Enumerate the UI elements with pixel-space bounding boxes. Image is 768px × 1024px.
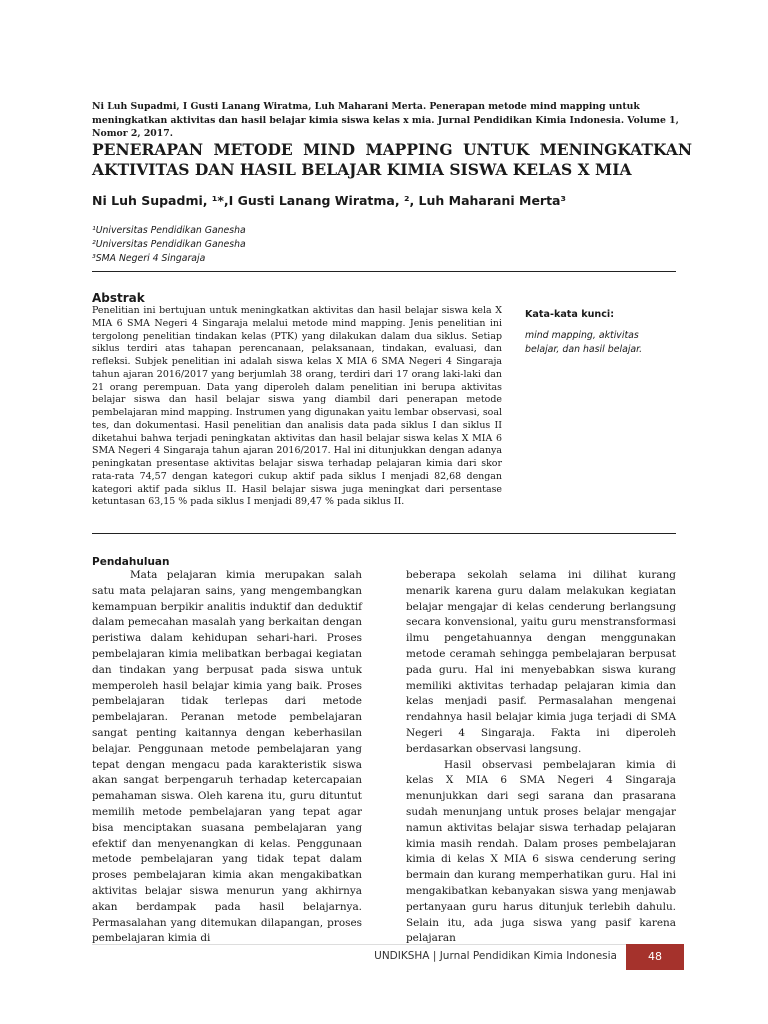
affiliation-1: ¹Universitas Pendidikan Ganesha [92,225,246,236]
citation-header: Ni Luh Supadmi, I Gusti Lanang Wiratma, Luh Maharani Merta. Penerapan metode mind mapping untuk meningkatkan aktivitas dan hasil belajar kimia siswa kelas x mia. Jurnal Pendidikan Kimia Indonesia. Volume 1, Nomor 2, 2017. [92,101,679,139]
paragraph: beberapa sekolah selama ini dilihat kurang menarik karena guru dalam melakukan kegiatan belajar mengajar di kelas cenderung berlangsung secara konvensional, yaitu guru menstransformasi ilmu pengetahuannya dengan menggunakan metode ceramah sehingga pembelajaran berpusat pada guru. Hal ini menyebabkan siswa kurang memiliki aktivitas terhadap pelajaran kimia dan kelas menjadi pasif. Permasalahan mengenai rendahnya hasil belajar kimia juga terjadi di SMA Negeri 4 Singaraja. Fakta ini diperoleh berdasarkan observasi langsung. [406,569,676,755]
article-title: PENERAPAN METODE MIND MAPPING UNTUK MENINGKATKAN AKTIVITAS DAN HASIL BELAJAR KIMIA SISWA KELAS X MIA [92,140,692,179]
keywords-heading: Kata-kata kunci: [525,309,615,320]
keywords-body: mind mapping, aktivitas belajar, dan hasil belajar. [525,330,643,355]
abstract-body: Penelitian ini bertujuan untuk meningkatkan aktivitas dan hasil belajar siswa kela X MIA 6 SMA Negeri 4 Singaraja melalui metode mind mapping. Jenis penelitian ini tergolong penelitian tindakan kelas (PTK) yang dilakukan dalam dua siklus. Setiap siklus terdiri atas tahapan perencanaan, pelaksanaan, tindakan, evaluasi, dan refleksi. Subjek penelitian ini adalah siswa kelas X MIA 6 SMA Negeri 4 Singaraja tahun ajaran 2016/2017 yang berjumlah 38 orang, terdiri dari 17 orang laki-laki dan 21 orang perempuan. Data yang diperoleh dalam penelitian ini berupa aktivitas belajar siswa dan hasil belajar siswa yang diambil dari penerapan metode pembelajaran mind mapping. Instrumen yang digunakan yaitu lembar observasi, soal tes, dan dokumentasi. Hasil penelitian dan analisis data pada siklus I dan siklus II diketahui bahwa terjadi peningkatan aktivitas dan hasil belajar siswa kelas X MIA 6 SMA Negeri 4 Singaraja tahun ajaran 2016/2017. Hal ini ditunjukkan dengan adanya peningkatan presentase aktivitas belajar siswa terhadap pelajaran kimia dari skor rata-rata 74,57 dengan kategori cukup aktif pada siklus I menjadi 82,68 dengan kategori aktif pada siklus II. Hasil belajar siswa juga meningkat dari persentase ketuntasan 63,15 % pada siklus I menjadi 89,47 % pada siklus II. [92,305,502,508]
paragraph: Hasil observasi pembelajaran kimia di kelas X MIA 6 SMA Negeri 4 Singaraja menunjukkan dari segi sarana dan prasarana sudah menunjang untuk proses belajar mengajar namun aktivitas belajar siswa terhadap pelajaran kimia masih rendah. Dalam proses pembelajaran kimia di kelas X MIA 6 siswa cenderung sering bermain dan kurang memperhatikan guru. Hal ini mengakibatkan kebanyakan siswa yang menjawab pertanyaan guru harus ditunjuk terlebih dahulu. Selain itu, ada juga siswa yang pasif karena pelajaran [406,758,676,945]
paragraph: Mata pelajaran kimia merupakan salah satu mata pelajaran sains, yang mengembangkan kemampuan berpikir analitis induktif dan deduktif dalam pemecahan masalah yang berkaitan dengan peristiwa dalam kehidupan sehari-hari. Proses pembelajaran kimia melibatkan berbagai kegiatan dan tindakan yang berpusat pada siswa untuk memperoleh hasil belajar kimia yang baik. Proses pembelajaran tidak terlepas dari metode pembelajaran. Peranan metode pembelajaran sangat penting kaitannya dengan keberhasilan belajar. Penggunaan metode pembelajaran yang tepat dengan mengacu pada karakteristik siswa akan sangat berpengaruh terhadap ketercapaian pemahaman siswa. Oleh karena itu, guru dituntut memilih metode pembelajaran yang tepat agar bisa menciptakan suasana pembelajaran yang efektif dan menyenangkan di kelas. Penggunaan metode pembelajaran yang tidak tepat dalam proses pembelajaran kimia akan mengakibatkan aktivitas belajar siswa menurun yang akhirnya akan berdampak pada hasil belajarnya. Permasalahan yang ditemukan dilapangan, proses pembelajaran kimia di [92,569,362,945]
abstract-heading: Abstrak [92,291,145,305]
affiliation-2: ²Universitas Pendidikan Ganesha [92,239,246,250]
page-number-badge: 48 [626,944,684,970]
header-divider [92,271,676,272]
author-list: Ni Luh Supadmi, ¹*,I Gusti Lanang Wiratma, ², Luh Maharani Merta³ [92,193,566,208]
body-column-left [92,568,362,947]
footer-divider [92,944,676,945]
body-column-right [406,568,676,947]
footer-journal-name: UNDIKSHA | Jurnal Pendidikan Kimia Indonesia [374,950,617,962]
affiliation-list [92,224,492,266]
affiliation-3: ³SMA Negeri 4 Singaraja [92,253,206,264]
section-heading-pendahuluan: Pendahuluan [92,556,170,568]
abstract-divider [92,533,676,534]
